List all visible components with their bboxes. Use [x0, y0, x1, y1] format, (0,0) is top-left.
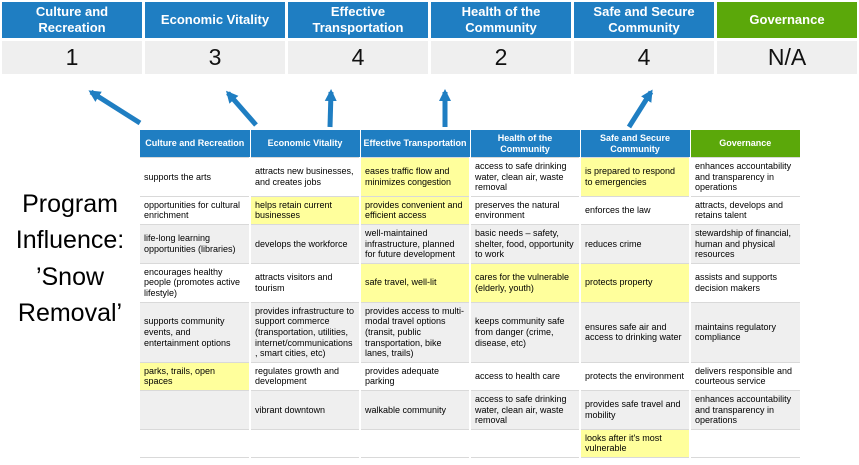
table-cell-highlighted: is prepared to respond to emergencies [580, 158, 690, 197]
table-header-cell: Health of the Community [470, 130, 580, 158]
table-header-cell: Effective Transportation [360, 130, 470, 158]
table-cell: encourages healthy people (promotes active lifestyle) [140, 263, 250, 302]
table-cell [140, 429, 250, 457]
scorecard-header-culture-and-recreation [2, 2, 142, 38]
program-label-line: Influence: [15, 226, 125, 255]
table-cell-highlighted: provides safe travel and mobility [580, 390, 690, 429]
table-cell: vibrant downtown [250, 390, 360, 429]
scorecard-values [2, 41, 857, 74]
table-cell-highlighted: safe travel, well-lit [360, 263, 470, 302]
table-cell: enforces the law [580, 196, 690, 224]
table-cell: assists and supports decision makers [690, 263, 800, 302]
table-cell: walkable community [360, 390, 470, 429]
table-cell-highlighted: basic needs – safety, shelter, food, opportunity to work [470, 225, 580, 264]
table-cell: opportunities for cultural enrichment [140, 196, 250, 224]
table-cell-highlighted: eases traffic flow and minimizes congestion [360, 158, 470, 197]
table-cell: preserves the natural environment [470, 196, 580, 224]
table-cell: well-maintained infrastructure, planned for future development [360, 225, 470, 264]
table-cell-highlighted: looks after it's most vulnerable [580, 429, 690, 457]
scorecard-header-label: Economic Vitality [160, 11, 270, 27]
table-cell-highlighted: protects property [580, 263, 690, 302]
program-label-line: Removal’ [17, 298, 123, 327]
table-cell: enhances accountability and transparency in operations [690, 158, 800, 197]
scorecard-header-label: Culture and Recreation [35, 3, 109, 35]
table-cell: access to safe drinking water, clean air, waste removal [470, 390, 580, 429]
table-cell: reduces crime [580, 225, 690, 264]
scorecard-score-economic-vitality: 3 [145, 41, 285, 74]
scorecard-score-health-of-the-community: 2 [431, 41, 571, 74]
table-row [140, 362, 800, 390]
scorecard-header-label: Governance [749, 11, 825, 27]
table-row [140, 302, 800, 362]
program-influence-label [0, 186, 140, 331]
scorecard-header-label: Effective Transportation [312, 3, 404, 35]
table-cell [250, 429, 360, 457]
table-cell: supports community events, and entertainment options [140, 302, 250, 362]
scorecard-header-safe-and-secure-community [574, 2, 714, 38]
table-cell: life-long learning opportunities (libraries) [140, 225, 250, 264]
table-cell: regulates growth and development [250, 362, 360, 390]
table-header-row [140, 130, 800, 158]
table-cell [690, 429, 800, 457]
table-header-cell: Safe and Secure Community [580, 130, 690, 158]
arrows-group [0, 80, 859, 130]
table-cell: delivers responsible and courteous service [690, 362, 800, 390]
influence-table-body [140, 158, 800, 458]
table-cell: protects the environment [580, 362, 690, 390]
table-cell [360, 429, 470, 457]
table-row [140, 158, 800, 197]
table-cell: ensures safe air and access to drinking water [580, 302, 690, 362]
table-cell-highlighted: parks, trails, open spaces [140, 362, 250, 390]
table-cell-highlighted: keeps community safe from danger (crime, disease, etc) [470, 302, 580, 362]
table-cell-highlighted: provides convenient and efficient access [360, 196, 470, 224]
table-row [140, 429, 800, 457]
scorecard-header-label: Safe and Secure Community [593, 3, 695, 35]
arrow-icon [330, 92, 331, 127]
table-header-cell-governance: Governance [690, 130, 800, 158]
table-cell: access to safe drinking water, clean air, waste removal [470, 158, 580, 197]
table-row [140, 196, 800, 224]
table-cell [140, 390, 250, 429]
influence-table-wrap [140, 130, 800, 458]
program-label-line: Program [22, 190, 118, 218]
scorecard-header-governance [717, 2, 857, 38]
table-cell: access to health care [470, 362, 580, 390]
arrow-icon [629, 92, 651, 127]
table-row [140, 390, 800, 429]
table-cell: attracts visitors and tourism [250, 263, 360, 302]
table-cell: attracts, develops and retains talent [690, 196, 800, 224]
arrow-icon [228, 93, 256, 125]
table-cell: supports the arts [140, 158, 250, 197]
scorecard-score-culture-and-recreation: 1 [2, 41, 142, 74]
table-cell: provides adequate parking [360, 362, 470, 390]
table-header-cell: Culture and Recreation [140, 130, 250, 158]
influence-table [140, 130, 800, 458]
table-header-cell: Economic Vitality [250, 130, 360, 158]
table-cell: develops the workforce [250, 225, 360, 264]
scorecard-score-effective-transportation: 4 [288, 41, 428, 74]
scorecard-header-health-of-the-community [431, 2, 571, 38]
scorecard-score-governance: N/A [717, 41, 857, 74]
table-cell: enhances accountability and transparency in operations [690, 390, 800, 429]
arrow-icon [91, 92, 140, 123]
table-cell-highlighted: cares for the vulnerable (elderly, youth) [470, 263, 580, 302]
program-label-line: ’Snow [35, 262, 105, 291]
scorecard-header-economic-vitality [145, 2, 285, 38]
table-cell: attracts new businesses, and creates jobs [250, 158, 360, 197]
scorecard-header-effective-transportation [288, 2, 428, 38]
table-cell: maintains regulatory compliance [690, 302, 800, 362]
table-cell: stewardship of financial, human and physical resources [690, 225, 800, 264]
table-cell-highlighted: helps retain current businesses [250, 196, 360, 224]
table-cell [470, 429, 580, 457]
scorecard-score-safe-and-secure-community: 4 [574, 41, 714, 74]
table-row [140, 263, 800, 302]
scorecard-header-label: Health of the Community [461, 3, 541, 35]
table-cell-highlighted: provides infrastructure to support commerce (transportation, utilities, internet/communications, smart cities, etc) [250, 302, 360, 362]
table-row [140, 225, 800, 264]
scorecard [2, 2, 857, 38]
table-cell-highlighted: provides access to multi-modal travel options (transit, public transportation, bike lanes, trails) [360, 302, 470, 362]
